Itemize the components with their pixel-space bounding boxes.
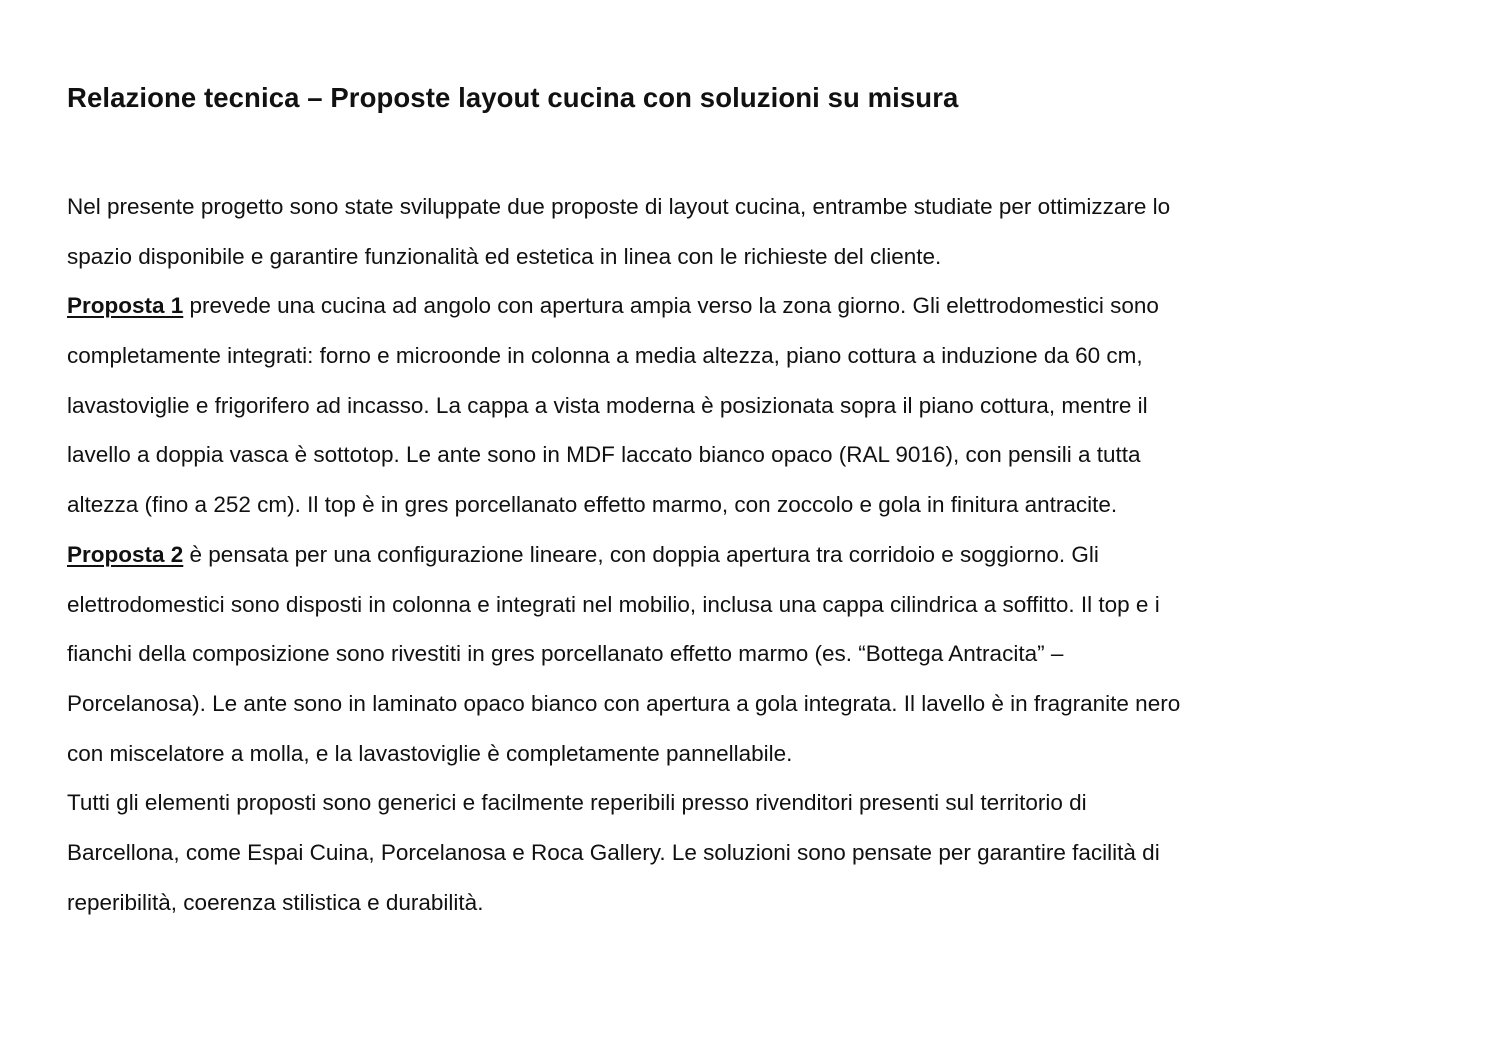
text-line: fianchi della composizione sono rivestiti in gres porcellanato effetto marmo (es. “Bottega Antracita” – [67, 641, 1064, 667]
proposal-1-label: Proposta 1 [67, 293, 184, 319]
text-line: lavastoviglie e frigorifero ad incasso. La cappa a vista moderna è posizionata sopra il piano cottura, mentre il [67, 392, 1148, 418]
text-line [67, 281, 1407, 331]
text-line: Porcelanosa). Le ante sono in laminato opaco bianco con apertura a gola integrata. Il lavello è in fragranite nero [67, 690, 1181, 716]
text-line: Tutti gli elementi proposti sono generici e facilmente reperibili presso rivenditori presenti sul territorio di [67, 790, 1087, 816]
text-line: reperibilità, coerenza stilistica e durabilità. [67, 889, 484, 915]
text-line: Nel presente progetto sono state sviluppate due proposte di layout cucina, entrambe studiate per ottimizzare lo [67, 194, 1171, 219]
text-line: con miscelatore a molla, e la lavastoviglie è completamente pannellabile. [67, 740, 793, 766]
text-line [67, 530, 1407, 580]
closing-paragraph [67, 778, 1407, 927]
proposal-1-paragraph [67, 281, 1407, 529]
intro-paragraph [67, 182, 1407, 281]
proposal-2-paragraph [67, 530, 1407, 778]
text-line: elettrodomestici sono disposti in colonna e integrati nel mobilio, inclusa una cappa cilindrica a soffitto. Il top e i [67, 591, 1160, 617]
text-line: completamente integrati: forno e microonde in colonna a media altezza, piano cottura a induzione da 60 cm, [67, 343, 1143, 369]
proposal-1-first-line: prevede una cucina ad angolo con apertura ampia verso la zona giorno. Gli elettrodomestici sono [183, 293, 1159, 319]
text-line: spazio disponibile e garantire funzionalità ed estetica in linea con le richieste del cliente. [67, 243, 942, 269]
text-line: altezza (fino a 252 cm). Il top è in gres porcellanato effetto marmo, con zoccolo e gola in finitura antracite. [67, 492, 1118, 518]
text-line: Barcellona, come Espai Cuina, Porcelanosa e Roca Gallery. Le soluzioni sono pensate per garantire facilità di [67, 839, 1160, 865]
document-body [67, 182, 1407, 927]
proposal-2-first-line: è pensata per una configurazione lineare, con doppia apertura tra corridoio e soggiorno. Gli [183, 541, 1099, 567]
document-title: Relazione tecnica – Proposte layout cucina con soluzioni su misura [67, 82, 959, 113]
proposal-2-label: Proposta 2 [67, 541, 184, 567]
text-line: lavello a doppia vasca è sottotop. Le ante sono in MDF laccato bianco opaco (RAL 9016), con pensili a tutta [67, 442, 1141, 468]
